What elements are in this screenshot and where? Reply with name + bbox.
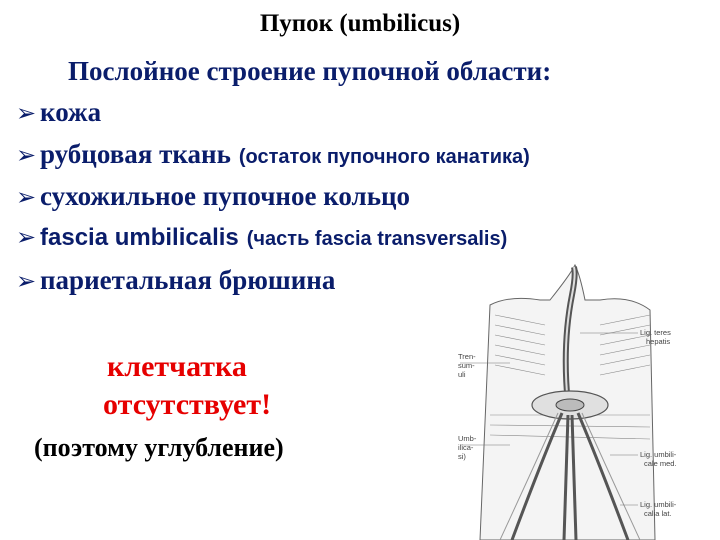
slide-subtitle: Послойное строение пупочной области: — [68, 56, 552, 86]
emphasis-line-1: клетчатка — [107, 350, 247, 383]
label-umb-med-2: cale med. — [644, 459, 677, 468]
list-item-text: сухожильное пупочное кольцо — [40, 181, 411, 211]
slide-title: Пупок (umbilicus) — [259, 10, 461, 37]
explanation-note: (поэтому углубление) — [34, 433, 284, 462]
label-lig-teres: Lig. teres — [640, 328, 671, 337]
list-item-text: париетальная брюшина — [40, 265, 336, 295]
label-left-2c: si) — [458, 452, 466, 461]
label-left-2a: Umb- — [458, 434, 477, 443]
list-item — [16, 181, 530, 223]
arrow-bullet-icon: ➢ — [16, 267, 37, 295]
list-item-text: fascia umbilicalis — [40, 224, 239, 251]
arrow-bullet-icon: ➢ — [16, 183, 37, 211]
label-umb-med: Lig. umbili- — [640, 450, 677, 459]
anatomy-drawing — [450, 255, 720, 540]
arrow-bullet-icon: ➢ — [16, 99, 37, 127]
umbilicus-anatomy-illustration — [450, 255, 720, 540]
label-left-1a: Tren- — [458, 352, 476, 361]
label-umb-lat-2: calia lat. — [644, 509, 672, 518]
label-left-2b: ilica- — [458, 443, 474, 452]
label-left-1b: sum- — [458, 361, 475, 370]
list-item-text: рубцовая ткань — [40, 139, 231, 169]
label-lig-teres-2: hepatis — [646, 337, 671, 346]
label-umb-lat: Lig. umbili- — [640, 500, 677, 509]
label-left-1c: uli — [458, 370, 466, 379]
list-item-text: кожа — [40, 97, 102, 127]
list-item — [16, 139, 530, 181]
arrow-bullet-icon: ➢ — [16, 223, 37, 251]
list-item-note: (остаток пупочного канатика) — [238, 146, 530, 168]
list-item-note: (часть fascia transversalis) — [246, 228, 508, 250]
list-item — [16, 97, 530, 139]
emphasis-line-2: отсутствует! — [103, 388, 272, 421]
arrow-bullet-icon: ➢ — [16, 141, 37, 169]
